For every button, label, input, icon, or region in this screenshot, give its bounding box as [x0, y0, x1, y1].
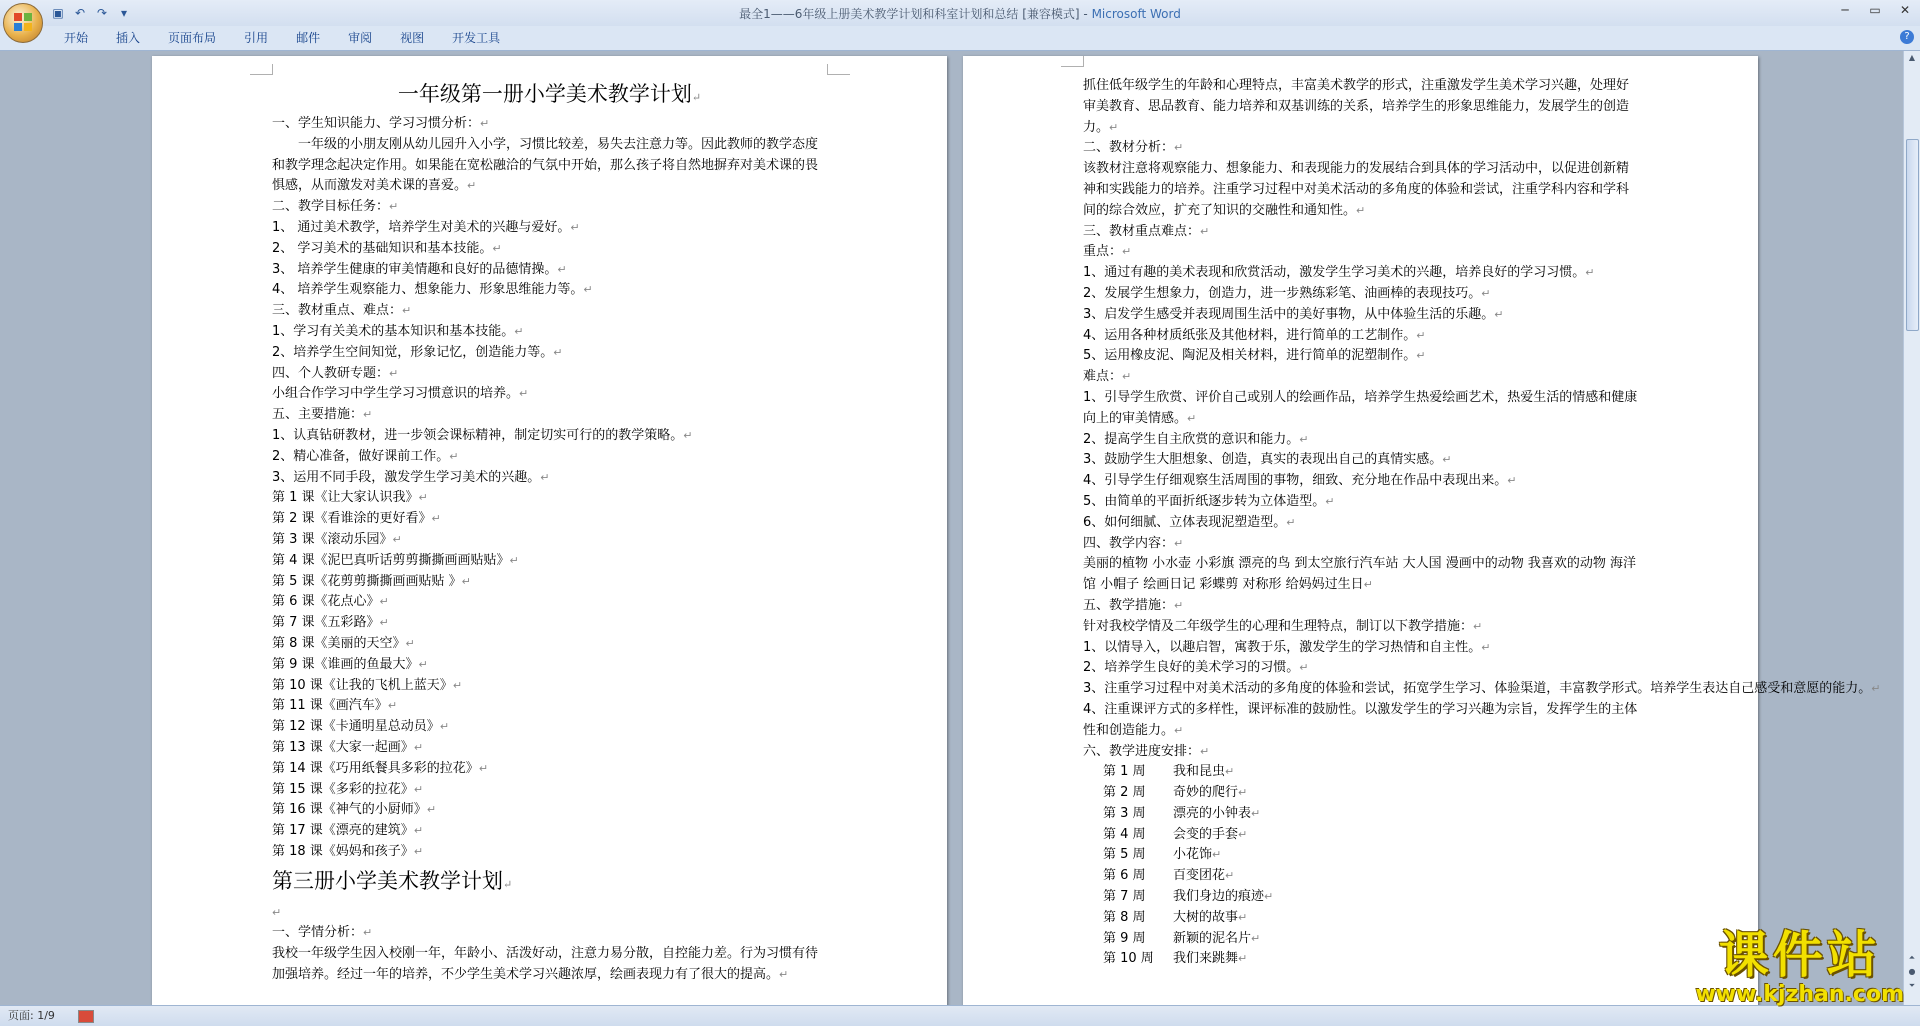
window-controls [1830, 0, 1920, 20]
vertical-scrollbar[interactable] [1903, 51, 1920, 1005]
paragraph: 1、 通过美术教学，培养学生对美术的兴趣与爱好。↵ [272, 219, 580, 235]
lesson-item: 第 6 课《花点心》↵ [272, 594, 389, 610]
paragraph: 3、启发学生感受并表现周围生活中的美好事物，从中体验生活的乐趣。↵ [1083, 306, 1504, 322]
paragraph: 2、发展学生想象力，创造力，进一步熟练彩笔、油画棒的表现技巧。↵ [1083, 285, 1491, 301]
minimize-button[interactable]: ─ [1841, 3, 1849, 17]
paragraph: 4、 培养学生观察能力、想象能力、形象思维能力等。↵ [272, 282, 593, 298]
schedule-row: 第 7 周 我们身边的痕迹↵ [1103, 889, 1274, 905]
tab-references[interactable]: 引用 [244, 31, 269, 45]
scroll-up-icon[interactable]: ▲ [1908, 53, 1916, 62]
document-area[interactable] [0, 51, 1904, 1005]
office-logo-icon [13, 12, 33, 32]
paragraph: 2、培养学生空间知觉，形象记忆，创造能力等。↵ [272, 344, 563, 360]
paragraph: 3、鼓励学生大胆想象、创造，真实的表现出自己的真情实感。↵ [1083, 452, 1452, 468]
lesson-item: 第 18 课《妈妈和孩子》↵ [272, 843, 424, 859]
paragraph: 1、引导学生欣赏、评价自己或别人的绘画作品，培养学生热爱绘画艺术，热爱生活的情感和健康向上的审美情感。↵ [1083, 389, 1638, 426]
lesson-item: 第 12 课《卡通明星总动员》↵ [272, 719, 450, 735]
lesson-item: 第 15 课《多彩的拉花》↵ [272, 781, 424, 797]
undo-icon[interactable]: ↶ [74, 6, 86, 20]
tab-view[interactable]: 视图 [400, 31, 425, 45]
customize-icon[interactable]: ▾ [120, 6, 128, 20]
watermark-url: www.kjzhan.com [1695, 982, 1904, 1007]
paragraph: 针对我校学情及二年级学生的心理和生理特点，制订以下教学措施：↵ [1083, 618, 1483, 634]
schedule-row: 第 5 周 小花饰↵ [1103, 847, 1222, 863]
paragraph: 1、以情导入，以趣启智，寓教于乐，激发学生的学习热情和自主性。↵ [1083, 639, 1491, 655]
paragraph: 重点：↵ [1083, 244, 1132, 260]
paragraph: 1、通过有趣的美术表现和欣赏活动，激发学生学习美术的兴趣，培养良好的学习习惯。↵ [1083, 265, 1595, 281]
scrollbar-thumb[interactable] [1906, 139, 1919, 331]
schedule-row: 第 4 周 会变的手套↵ [1103, 826, 1248, 842]
proofing-icon[interactable] [78, 1010, 94, 1023]
paragraph: 五、教学措施：↵ [1083, 597, 1184, 613]
paragraph: 四、教学内容：↵ [1083, 535, 1184, 551]
paragraph: 六、教学进度安排：↵ [1083, 743, 1210, 759]
paragraph: 一、学生知识能力、学习习惯分析：↵ [272, 116, 490, 131]
section-heading: 第三册小学美术教学计划↵ [272, 868, 513, 893]
lesson-item: 第 13 课《大家一起画》↵ [272, 739, 424, 755]
paragraph: 5、由简单的平面折纸逐步转为立体造型。↵ [1083, 493, 1335, 509]
prev-page-icon[interactable]: ⏶ [1908, 953, 1916, 962]
paragraph: 抓住低年级学生的年龄和心理特点，丰富美术教学的形式，注重激发学生美术学习兴趣，处理好审美教育、思品教育、能力培养和双基训练的关系，培养学生的形象思维能力，发展学生的创造力。↵ [1083, 78, 1630, 135]
paragraph: 3、注重学习过程中对美术活动的多角度的体验和尝试，拓宽学生学习、体验渠道，丰富教学形式。培养学生表达自己感受和意愿的能力。↵ [1083, 681, 1881, 697]
lesson-item: 第 5 课《花剪剪撕撕画画贴贴 》↵ [272, 573, 471, 589]
tab-page-layout[interactable]: 页面布局 [168, 31, 217, 45]
watermark-logo [1695, 927, 1904, 1007]
paragraph: 1、学习有关美术的基本知识和基本技能。↵ [272, 323, 524, 339]
paragraph: 6、如何细腻、立体表现泥塑造型。↵ [1083, 514, 1296, 530]
left-page-content [272, 78, 827, 986]
paragraph: 4、引导学生仔细观察生活周围的事物，细致、充分地在作品中表现出来。↵ [1083, 473, 1517, 489]
schedule-row: 第 3 周 漂亮的小钟表↵ [1103, 805, 1261, 821]
paragraph: 难点：↵ [1083, 369, 1132, 385]
paragraph: 2、精心准备，做好课前工作。↵ [272, 448, 459, 464]
schedule-row: 第 10 周 我们来跳舞↵ [1103, 951, 1248, 967]
lesson-item: 第 16 课《神气的小厨师》↵ [272, 802, 437, 818]
paragraph: 4、注重课评方式的多样性，课评标准的鼓励性。以激发学生的学习兴趣为宗旨，发挥学生的主体性和创造能力。↵ [1083, 701, 1638, 738]
schedule-row: 第 8 周 大树的故事↵ [1103, 909, 1248, 925]
page-indicator[interactable]: 页面: 1/9 [8, 1009, 55, 1022]
page-heading: 一年级第一册小学美术教学计划↵ [397, 82, 702, 106]
maximize-button[interactable]: ▭ [1869, 3, 1881, 17]
browse-object-icon[interactable]: ● [1908, 967, 1916, 976]
tab-home[interactable]: 开始 [64, 31, 89, 45]
paragraph: 美丽的植物 小水壶 小彩旗 漂亮的鸟 到太空旅行汽车站 大人国 漫画中的动物 我喜欢的动物 海洋馆 小帽子 绘画日记 彩蝶剪 对称形 给妈妈过生日↵ [1083, 556, 1637, 593]
lesson-item: 第 17 课《漂亮的建筑》↵ [272, 823, 424, 839]
tab-insert[interactable]: 插入 [116, 31, 141, 45]
status-bar [0, 1005, 1920, 1026]
lesson-item: 第 4 课《泥巴真听话剪剪撕撕画画贴贴》↵ [272, 552, 519, 568]
paragraph: 一年级的小朋友刚从幼儿园升入小学，习惯比较差，易失去注意力等。因此教师的教学态度和教学理念起决定作用。如果能在宽松融洽的气氛中开始，那么孩子将自然地摒弃对美术课的畏惧感，从而激发对美术课的喜爱。↵ [272, 136, 819, 194]
schedule-row: 第 2 周 奇妙的爬行↵ [1103, 785, 1248, 801]
ribbon-tab-bar [0, 26, 1920, 51]
paragraph: 五、主要措施：↵ [272, 407, 373, 423]
paragraph: 4、运用各种材质纸张及其他材料，进行简单的工艺制作。↵ [1083, 327, 1426, 343]
lesson-item: 第 7 课《五彩路》↵ [272, 615, 389, 631]
office-button[interactable] [3, 3, 43, 43]
paragraph: 三、教材重点、难点：↵ [272, 303, 412, 319]
lesson-item: 第 9 课《谁画的鱼最大》↵ [272, 656, 428, 672]
save-icon[interactable]: ▣ [52, 6, 64, 20]
paragraph: 该教材注意将观察能力、想象能力、和表现能力的发展结合到具体的学习活动中，以促进创新精神和实践能力的培养。注重学习过程中对美术活动的多角度的体验和尝试，注重学科内容和学科间的综合效应，扩充了知识的交融性和通知性。↵ [1083, 161, 1630, 218]
lesson-item: 第 11 课《画汽车》↵ [272, 698, 398, 714]
close-button[interactable]: ✕ [1899, 3, 1911, 17]
tab-review[interactable]: 审阅 [348, 31, 373, 45]
paragraph: 四、个人教研专题：↵ [272, 365, 399, 381]
paragraph: 5、运用橡皮泥、陶泥及相关材料，进行简单的泥塑制作。↵ [1083, 348, 1426, 364]
next-page-icon[interactable]: ⏷ [1908, 981, 1916, 990]
schedule-row: 第 9 周 新颖的泥名片↵ [1103, 930, 1261, 946]
schedule-row: 第 1 周 我和昆虫↵ [1103, 764, 1235, 780]
tab-developer[interactable]: 开发工具 [452, 31, 501, 45]
lesson-item: 第 14 课《巧用纸餐具多彩的拉花》↵ [272, 760, 489, 776]
watermark-text: 课件站 [1718, 926, 1881, 984]
paragraph: 二、教学目标任务：↵ [272, 199, 399, 215]
paragraph: 1、认真钻研教材，进一步领会课标精神，制定切实可行的的教学策略。↵ [272, 427, 693, 443]
crop-mark [1061, 56, 1084, 67]
help-icon[interactable]: ? [1900, 30, 1914, 44]
paragraph: 三、教材重点难点：↵ [1083, 223, 1210, 239]
lesson-item: 第 10 课《让我的飞机上蓝天》↵ [272, 677, 463, 693]
lesson-item: 第 1 课《让大家认识我》↵ [272, 490, 428, 506]
paragraph: 一、学情分析：↵ [272, 925, 373, 941]
document-page-left[interactable] [152, 56, 947, 1005]
paragraph: 3、运用不同手段，激发学生学习美术的兴趣。↵ [272, 469, 550, 485]
paragraph: 小组合作学习中学生学习习惯意识的培养。↵ [272, 386, 529, 402]
paragraph: 二、教材分析：↵ [1083, 140, 1184, 156]
window-title: 最全1——6年级上册美术教学计划和科室计划和总结 [兼容模式] - Microsoft Word [739, 7, 1181, 21]
empty-paragraph: ↵ [272, 905, 282, 919]
paragraph: 2、培养学生良好的美术学习的习惯。↵ [1083, 660, 1309, 676]
paragraph: 2、 学习美术的基础知识和基本技能。↵ [272, 240, 502, 256]
paragraph: 我校一年级学生因入校刚一年，年龄小、活泼好动，注意力易分散，自控能力差。行为习惯有待加强培养。经过一年的培养，不少学生美术学习兴趣浓厚，绘画表现力有了很大的提高。↵ [272, 946, 819, 983]
redo-icon[interactable]: ↷ [96, 6, 108, 20]
lesson-item: 第 3 课《滚动乐园》↵ [272, 531, 402, 547]
tab-mailings[interactable]: 邮件 [296, 31, 321, 45]
crop-mark [250, 64, 273, 75]
crop-mark [827, 64, 850, 75]
title-bar [0, 0, 1920, 26]
lesson-item: 第 8 课《美丽的天空》↵ [272, 635, 415, 651]
schedule-row: 第 6 周 百变团花↵ [1103, 868, 1235, 884]
paragraph: 3、 培养学生健康的审美情趣和良好的品德情操。↵ [272, 261, 567, 277]
lesson-item: 第 2 课《看谁涂的更好看》↵ [272, 511, 441, 527]
paragraph: 2、提高学生自主欣赏的意识和能力。↵ [1083, 431, 1309, 447]
